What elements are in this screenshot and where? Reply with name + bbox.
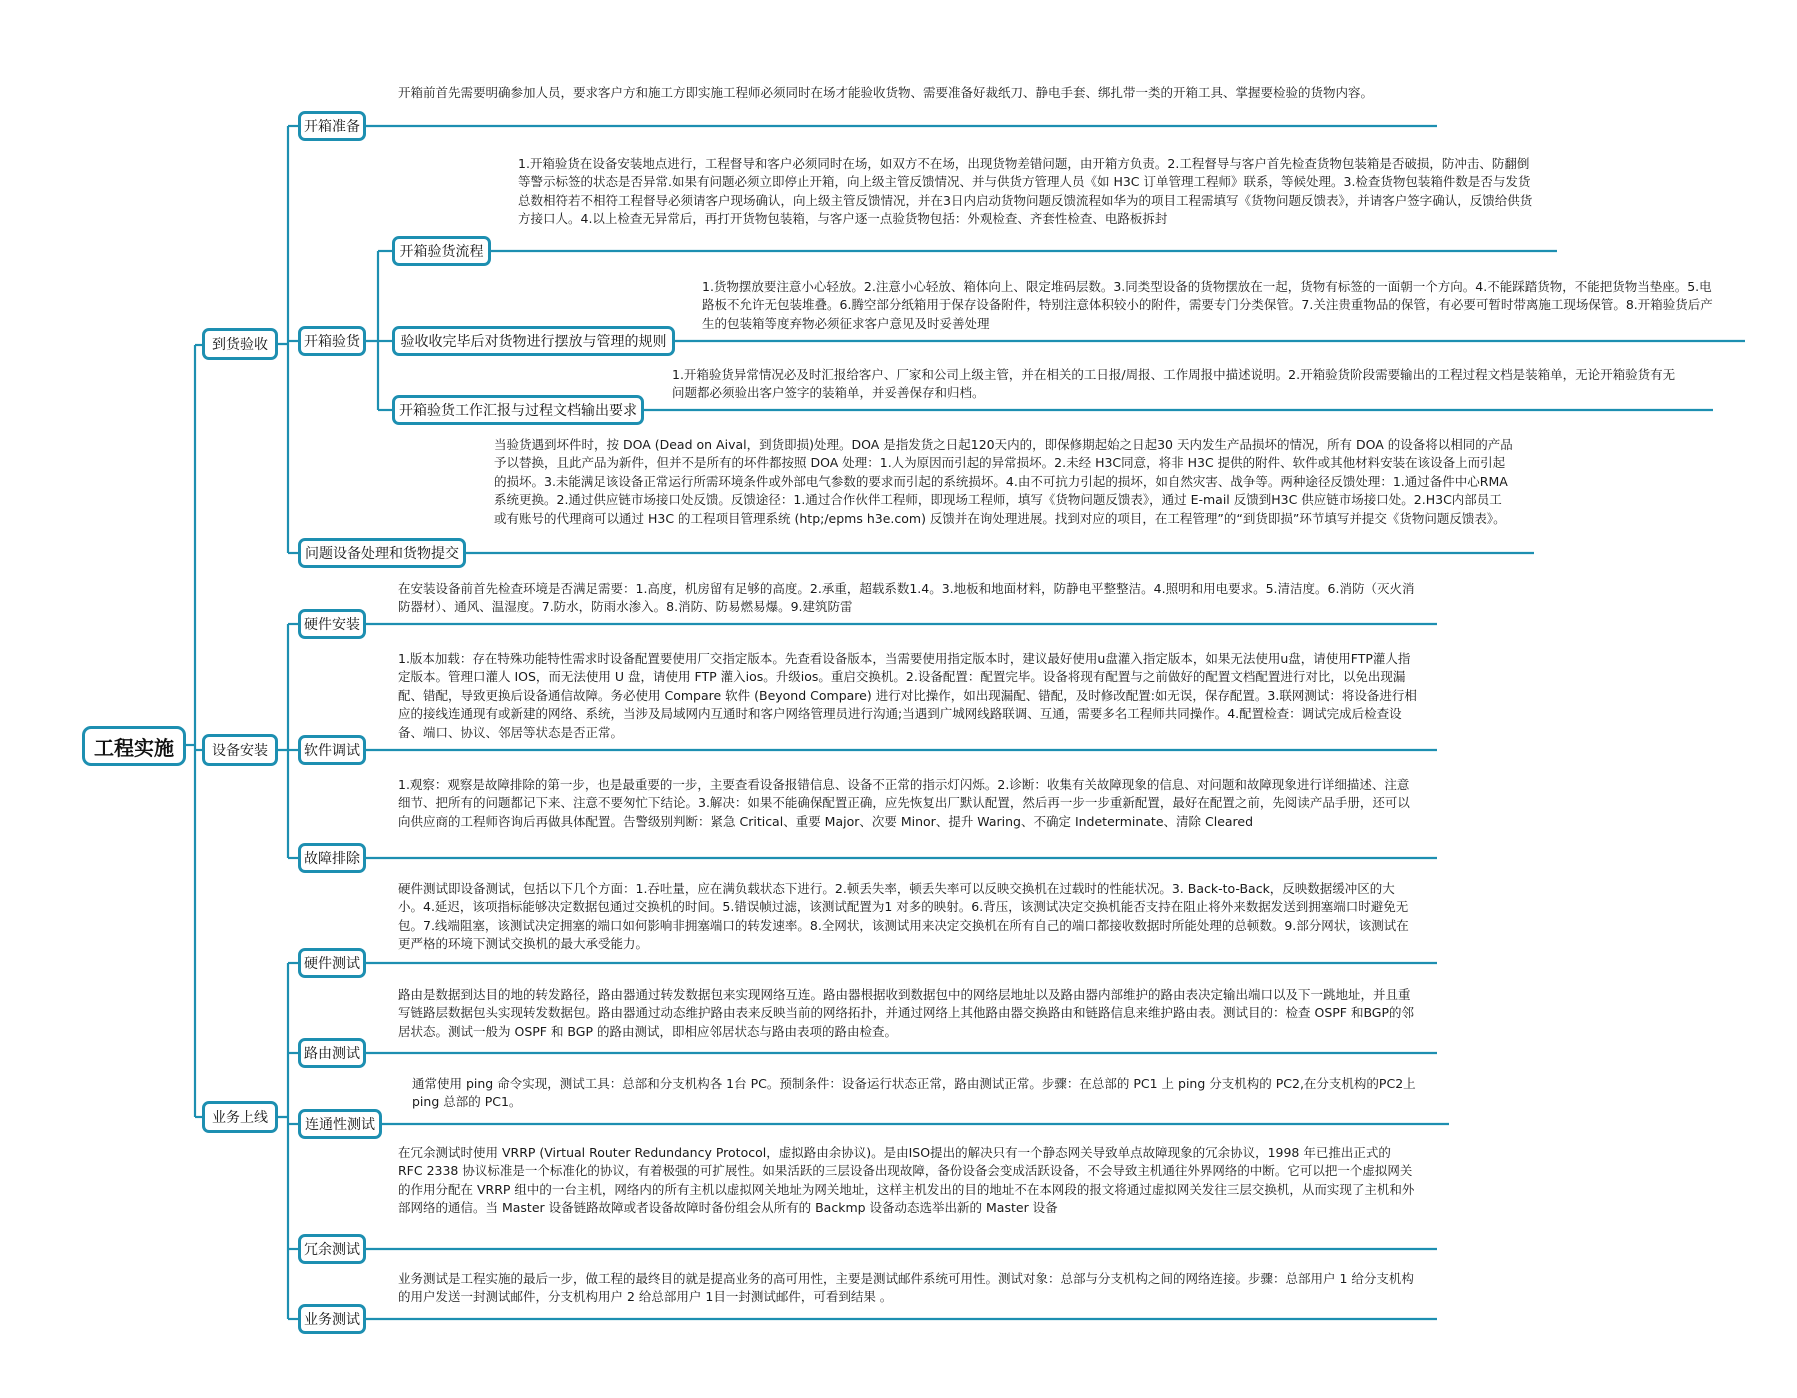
node-yingjian-anzhuang[interactable]: 硬件安装 (298, 609, 366, 639)
node-luyou-ceshi[interactable]: 路由测试 (298, 1038, 366, 1068)
desc-huibao-yaoqiu: 1.开箱验货异常情况必及时汇报给客户、厂家和公司上级主管，并在相关的工日报/周报、工作周报中描述说明。2.开箱验货阶段需要输出的工程过程文档是装箱单，无论开箱验货有无问题都必须验出客户签字的装箱单，并妥善保存和归档。 (672, 367, 1676, 401)
node-wenti-shebei[interactable]: 问题设备处理和货物提交 (298, 538, 466, 568)
node-baifang-guize[interactable]: 验收收完毕后对货物进行摆放与管理的规则 (392, 326, 675, 356)
desc-liantong-ceshi: 通常使用 ping 命令实现，测试工具：总部和分支机构各 1台 PC。预制条件：设备运行状态正常，路由测试正常。步骤：在总部的 PC1 上 ping 分支机构的 PC2,在分支机构的PC2上 ping 总部的 PC1。 (412, 1076, 1416, 1110)
desc-rongyu-ceshi: 在冗余测试时使用 VRRP (Virtual Router Redundancy Protocol，虚拟路由余协议)。是由ISO提出的解决只有一个静态网关导致单点故障现象的冗余协议，1998 年已推出正式的 RFC 2338 协议标准是一个标准化的协议，有着极强的可扩展性。如果活跃的三层设备出现故障，备份设备会变成活跃设备，不会导致主机通往外界网络的中断。它可以把一个虚拟网关的作用分配在 VRRP 组中的一台主机，网络内的所有主机以虚拟网关地址为网关地址，这样主机发出的目的地址不在本网段的报文将通过虚拟网关发往三层交换机，从而实现了主机和外部网络的通信。当 Master 设备链路故障或者设备故障时备份组会从所有的 Backmp 设备动态选举出新的 Master 设备 (398, 1145, 1415, 1216)
desc-guzhang-paichu: 1.观察：观察是故障排除的第一步，也是最重要的一步，主要查看设备报错信息、设备不正常的指示灯闪烁。2.诊断：收集有关故障现象的信息、对问题和故障现象进行详细描述、注意细节、把所有的问题都记下来、注意不要匆忙下结论。3.解决：如果不能确保配置正确，应先恢复出厂默认配置，然后再一步一步重新配置，最好在配置之前，先阅读产品手册，还可以向供应商的工程师咨询后再做具体配置。告警级别判断：紧急 Critical、重要 Major、次要 Minor、提升 Waring、不确定 Indeterminate、清除 Cleared (398, 777, 1410, 829)
desc-yingjian-ceshi: 硬件测试即设备测试，包括以下几个方面：1.吞吐量，应在满负载状态下进行。2.顿丢失率，顿丢失率可以反映交换机在过载时的性能状况。3. Back-to-Back，反映数据缓冲区的大小。4.延迟，该项指标能够决定数据包通过交换机的时间。5.错误帧过滤，该测试配置为1 对多的映射。6.背压，该测试决定交换机能否支持在阻止将外来数据发送到拥塞端口时避免无包。7.线端阻塞，该测试决定拥塞的端口如何影响非拥塞端口的转发速率。8.全网状，该测试用来决定交换机在所有自己的端口都接收数据时所能处理的总顿数。9.部分网状，该测试在更严格的环境下测试交换机的最大承受能力。 (398, 881, 1409, 952)
desc-yewu-ceshi: 业务测试是工程实施的最后一步，做工程的最终目的就是提高业务的高可用性，主要是测试邮件系统可用性。测试对象：总部与分支机构之间的网络连接。步骤：总部用户 1 给分支机构的用户发送一封测试邮件，分支机构用户 2 给总部用户 1目一封测试邮件，可看到结果 。 (398, 1271, 1414, 1305)
node-guzhang-paichu[interactable]: 故障排除 (298, 843, 366, 873)
node-kaixiang-yanhuo[interactable]: 开箱验货 (298, 326, 366, 356)
desc-wenti-shebei: 当验货遇到坏件时，按 DOA (Dead on Aival，到货即损)处理。DOA 是指发货之日起120天内的，即保修期起始之日起30 天内发生产品损坏的情况，所有 DOA 的设备将以相同的产品予以替换，且此产品为新件，但并不是所有的坏件都按照 DOA 处理：1.人为原因而引起的异常损坏。2.未经 H3C同意，将非 H3C 提供的附件、软件或其他材料安装在该设备上而引起的损坏。3.未能满足该设备正常运行所需环境条件或外部电气参数的要求而引起的系统损坏。4.由不可抗力引起的损坏，如自然灾害、战争等。两种途径反馈处理：1.通过备件中心RMA系统更换。2.通过供应链市场接口处反馈。反馈途径：1.通过合作伙伴工程师，即现场工程师，填写《货物问题反馈表》，通过 E-mail 反馈到H3C 供应链市场接口处。2.H3C内部员工或有账号的代理商可以通过 H3C 的工程项目管理系统 (htp;/epms h3e.com) 反馈并在询处理进展。找到对应的项目，在工程管理”的“到货即损”环节填写并提交《货物问题反馈表》。 (494, 437, 1513, 526)
branch-daohuo-yanshou[interactable]: 到货验收 (202, 328, 278, 360)
node-kaixiang-zhunbei[interactable]: 开箱准备 (298, 111, 366, 141)
branch-shebei-anzhuang[interactable]: 设备安装 (202, 734, 278, 766)
node-ruanjian-tiaoshi[interactable]: 软件调试 (298, 735, 366, 765)
connector-daohuo-trunk (278, 126, 288, 553)
connector-shebei-trunk (278, 624, 288, 858)
desc-kaixiang-zhunbei: 开箱前首先需要明确参加人员，要求客户方和施工方即实施工程师必须同时在场才能验收货物、需要准备好裁纸刀、静电手套、绑扎带一类的开箱工具、掌握要检验的货物内容。 (398, 85, 1374, 100)
root-node[interactable]: 工程实施 (82, 726, 186, 766)
node-liantong-ceshi[interactable]: 连通性测试 (298, 1109, 382, 1139)
desc-luyou-ceshi: 路由是数据到达目的地的转发路径，路由器通过转发数据包来实现网络互连。路由器根据收到数据包中的网络层地址以及路由器内部维护的路由表决定输出端口以及下一跳地址，并且重写链路层数据包头实现转发数据包。路由器通过动态维护路由表来反映当前的网络拓扑，并通过网络上其他路由器交换路由和链路信息来维护路由表。测试目的：检查 OSPF 和BGP的邻居状态。测试一般为 OSPF 和 BGP 的路由测试，即相应邻居状态与路由表项的路由检查。 (398, 987, 1415, 1039)
node-yanhuo-liucheng[interactable]: 开箱验货流程 (392, 236, 491, 266)
desc-baifang-guize: 1.货物摆放要注意小心轻放。2.注意小心轻放、箱体向上、限定堆码层数。3.同类型设备的货物摆放在一起，货物有标签的一面朝一个方向。4.不能踩踏货物，不能把货物当垫座。5.电路板不允许无包装堆叠。6.腾空部分纸箱用于保存设备附件，特别注意体积较小的附件，需要专门分类保管。7.关注贵重物品的保管，有必要可暂时带离施工现场保管。8.开箱验货后产生的包装箱等度弃物必须征求客户意见及时妥善处理 (702, 279, 1713, 331)
node-yingjian-ceshi[interactable]: 硬件测试 (298, 948, 366, 978)
node-yewu-ceshi[interactable]: 业务测试 (298, 1304, 366, 1334)
connector-yewu-trunk (278, 963, 288, 1319)
branch-yewu-shangxian[interactable]: 业务上线 (202, 1101, 278, 1133)
desc-yingjian-anzhuang: 在安装设备前首先检查环境是否满足需要：1.高度，机房留有足够的高度。2.承重，超载系数1.4。3.地板和地面材料，防静电平整整洁。4.照明和用电要求。5.清洁度。6.消防（灭火消防器材）、通风、温湿度。7.防水，防雨水渗入。8.消防、防易燃易爆。9.建筑防雷 (398, 581, 1415, 615)
node-huibao-yaoqiu[interactable]: 开箱验货工作汇报与过程文档输出要求 (392, 395, 644, 425)
desc-ruanjian-tiaoshi: 1.版本加载：存在特殊功能特性需求时设备配置要使用厂交指定版本。先查看设备版本，当需要使用指定版本时，建议最好使用u盘灌入指定版本，如果无法使用u盘，请使用FTP灌人指定版本。管理口灌人 IOS，而无法使用 U 盘，请使用 FTP 灌入ios。升级ios。重启交换机。2.设备配置：配置完毕。设备将现有配置与之前做好的配置文档配置进行对比，以免出现漏配、错配，导致更换后设备通信故障。务必使用 Compare 软件 (Beyond Compare) 进行对比操作，如出现漏配、错配，及时修改配置:如无误，保存配置。3.联网测试：将设备进行相应的接线连通现有或新建的网络、系统，当涉及局域网内互通时和客户网络管理员进行沟通;当遇到广城网线路联调、互通，需要多名工程师共同操作。4.配置检查：调试完成后检查设备、端口、协议、邻居等状态是否正常。 (398, 651, 1417, 740)
desc-yanhuo-liucheng: 1.开箱验货在设备安装地点进行，工程督导和客户必须同时在场，如双方不在场，出现货物差错问题，由开箱方负责。2.工程督导与客户首先检查货物包装箱是否破损，防冲击、防翻倒等警示标签的状态是否异常.如果有问题必须立即停止开箱，向上级主管反馈情况、并与供货方管理人员《如 H3C 订单管理工程师》联系，等候处理。3.检查货物包装箱件数是否与发货总数相符若不相符工程督导必须请客户现场确认，向上级主管反馈情况，并在3日内启动货物问题反馈流程如华为的项目工程需填写《货物问题反馈表》，并请客户签字确认，反馈给供货方接口人。4.以上检查无异常后，再打开货物包装箱，与客户逐一点验货物包括：外观检查、齐套性检查、电路板拆封 (518, 156, 1533, 227)
connector-yanhuo-trunk (366, 251, 378, 410)
node-rongyu-ceshi[interactable]: 冗余测试 (298, 1234, 366, 1264)
